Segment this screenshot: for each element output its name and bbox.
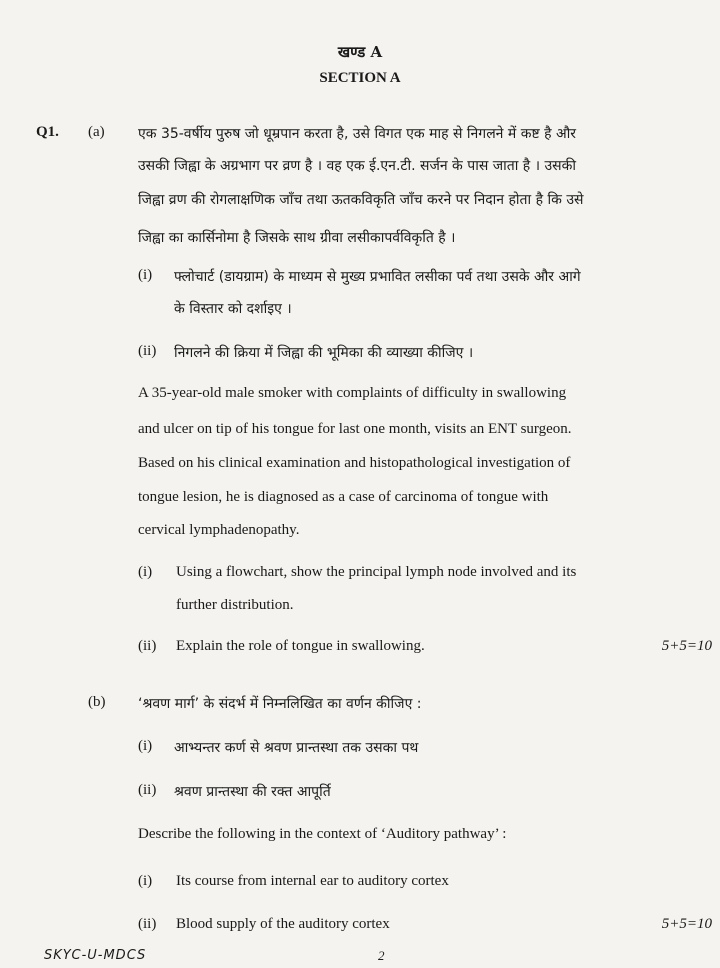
paper-code: SKYC-U-MDCS bbox=[44, 948, 147, 963]
part-b-label: (b) bbox=[88, 694, 106, 710]
part-b-english-i-label: (i) bbox=[138, 873, 153, 889]
hindi-sub-i-label: (i) bbox=[138, 267, 153, 283]
part-b-english-i: Its course from internal ear to auditory cortex bbox=[176, 873, 449, 889]
hindi-line-4: जिह्वा का कार्सिनोमा है जिसके साथ ग्रीवा लसीकापर्वविकृति है । bbox=[138, 230, 456, 246]
hindi-line-3: जिह्वा व्रण की रोगलाक्षणिक जाँच तथा ऊतकविकृति जाँच करने पर निदान होता है कि उसे bbox=[138, 192, 584, 208]
question-number: Q1. bbox=[36, 124, 59, 140]
hindi-line-2: उसकी जिह्वा के अग्रभाग पर व्रण है । वह एक ई.एन.टी. सर्जन के पास जाता है । उसकी bbox=[138, 158, 576, 174]
part-b-hindi-i: आभ्यन्तर कर्ण से श्रवण प्रान्तस्था तक उसका पथ bbox=[174, 740, 419, 756]
part-a-label: (a) bbox=[88, 124, 105, 140]
english-line-3: Based on his clinical examination and histopathological investigation of bbox=[138, 455, 571, 471]
hindi-sub-ii-label: (ii) bbox=[138, 343, 157, 359]
part-b-english-ii: Blood supply of the auditory cortex bbox=[176, 916, 390, 932]
section-title-english: SECTION A bbox=[319, 70, 401, 86]
part-b-english-intro: Describe the following in the context of ‘Auditory pathway’ : bbox=[138, 826, 507, 842]
section-title-hindi: खण्ड A bbox=[337, 43, 383, 61]
english-sub-i-label: (i) bbox=[138, 564, 153, 580]
hindi-sub-ii: निगलने की क्रिया में जिह्वा की भूमिका की व्याख्या कीजिए । bbox=[174, 345, 474, 361]
english-sub-i-line-1: Using a flowchart, show the principal lymph node involved and its bbox=[176, 564, 577, 580]
english-line-4: tongue lesion, he is diagnosed as a case of carcinoma of tongue with bbox=[138, 489, 549, 505]
page-number: 2 bbox=[378, 948, 385, 963]
hindi-line-1: एक 35-वर्षीय पुरुष जो धूम्रपान करता है, उसे विगत एक माह से निगलने में कष्ट है और bbox=[138, 126, 577, 142]
part-b-english-ii-label: (ii) bbox=[138, 916, 157, 932]
part-b-hindi-ii: श्रवण प्रान्तस्था की रक्त आपूर्ति bbox=[174, 784, 331, 800]
part-a-marks: 5+5=10 bbox=[661, 638, 712, 654]
english-line-2: and ulcer on tip of his tongue for last one month, visits an ENT surgeon. bbox=[138, 421, 572, 437]
hindi-sub-i-line-2: के विस्तार को दर्शाइए । bbox=[174, 301, 292, 317]
part-b-hindi-intro: ‘श्रवण मार्ग’ के संदर्भ में निम्नलिखित का वर्णन कीजिए : bbox=[138, 696, 422, 712]
english-line-1: A 35-year-old male smoker with complaints of difficulty in swallowing bbox=[138, 385, 567, 401]
part-b-hindi-ii-label: (ii) bbox=[138, 782, 157, 798]
english-sub-ii-label: (ii) bbox=[138, 638, 157, 654]
english-line-5: cervical lymphadenopathy. bbox=[138, 522, 300, 538]
part-b-marks: 5+5=10 bbox=[661, 916, 712, 932]
english-sub-ii: Explain the role of tongue in swallowing. bbox=[176, 638, 425, 654]
english-sub-i-line-2: further distribution. bbox=[176, 597, 294, 613]
part-b-hindi-i-label: (i) bbox=[138, 738, 153, 754]
hindi-sub-i-line-1: फ्लोचार्ट (डायग्राम) के माध्यम से मुख्य प्रभावित लसीका पर्व तथा उसके और आगे bbox=[174, 269, 581, 285]
